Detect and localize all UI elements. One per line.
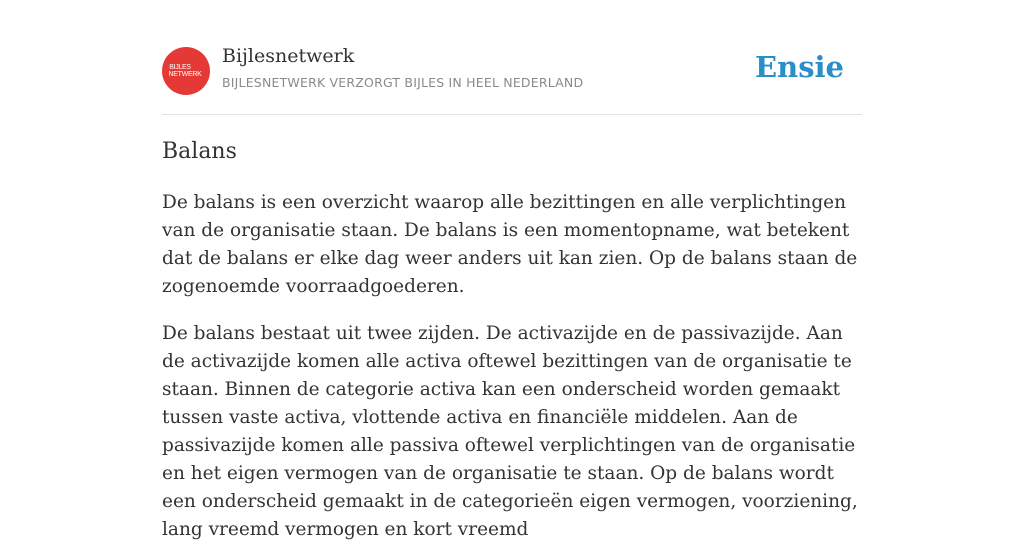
site-header [162, 0, 862, 115]
article-title: Balans [162, 139, 237, 164]
ensie-brand-link[interactable]: Ensie [755, 50, 844, 84]
site-name[interactable]: Bijlesnetwerk [222, 45, 355, 67]
site-tagline: BIJLESNETWERK VERZORGT BIJLES IN HEEL NEDERLAND [222, 75, 584, 90]
article [162, 136, 862, 544]
logo-text-line2: NETWERK [168, 71, 202, 78]
article-paragraph-1: De balans is een overzicht waarop alle bezittingen en alle verplichtingen van de organisatie staan. De balans is een momentopname, wat betekent dat de balans er elke dag weer anders uit kan zien. Op de balans staan de zogenoemde voorraadgoederen. [162, 192, 858, 297]
logo-text-line1: BIJLES [169, 64, 191, 71]
article-paragraph-2: De balans bestaat uit twee zijden. De activazijde en de passivazijde. Aan de activazijde komen alle activa oftewel bezittingen van de organisatie te staan. Binnen de categorie activa kan een onderscheid worden gemaakt tussen vaste activa, vlottende activa en financiële middelen. Aan de passivazijde komen alle passiva oftewel verplichtingen van de organisatie en het eigen vermogen van de organisatie te staan. Op de balans wordt een onderscheid gemaakt in de categorieën eigen vermogen, voorziening, lang vreemd vermogen en kort vreemd [162, 323, 858, 540]
bijlesnetwerk-logo[interactable] [162, 47, 210, 95]
